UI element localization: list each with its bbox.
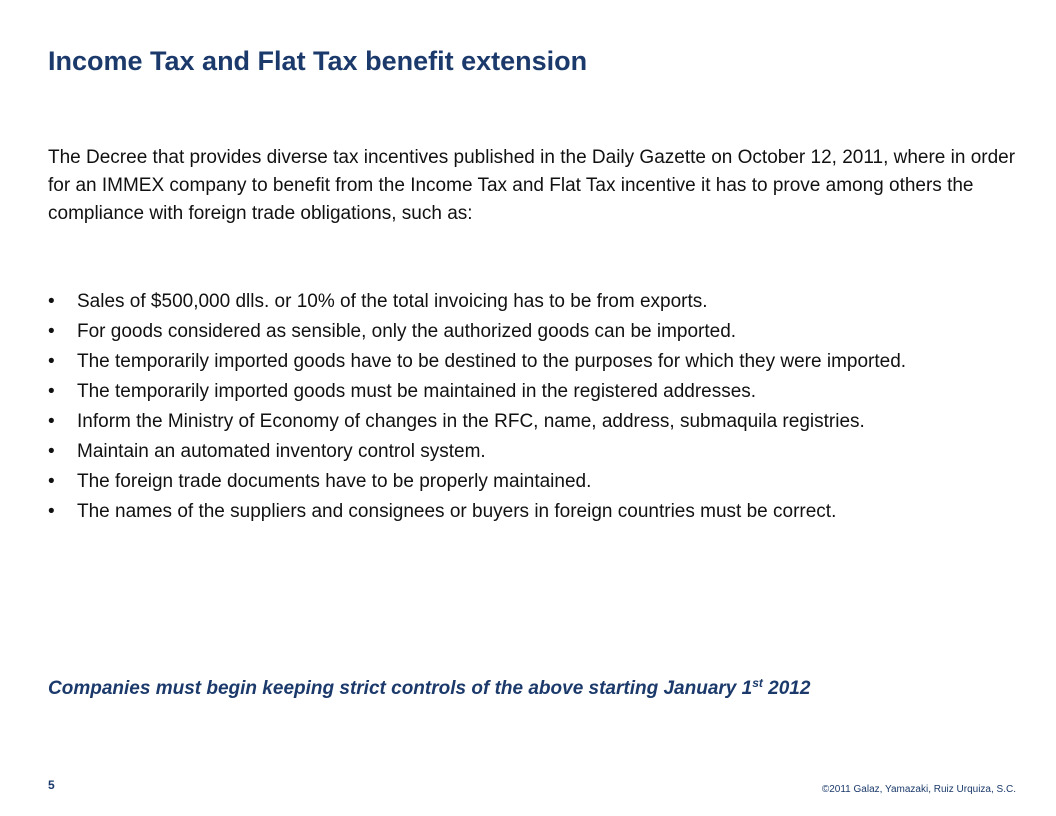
bullet-icon: •	[48, 351, 55, 372]
bullet-icon: •	[48, 501, 55, 522]
bullet-icon: •	[48, 471, 55, 492]
list-item-text: Inform the Ministry of Economy of changes in the RFC, name, address, submaquila registries.	[77, 411, 865, 432]
bullet-icon: •	[48, 291, 55, 312]
list-item	[48, 380, 1023, 404]
list-item	[48, 320, 1023, 344]
highlight-year: 2012	[762, 678, 811, 699]
bullet-icon: •	[48, 441, 55, 462]
page-number: 5	[48, 778, 55, 792]
bullet-icon: •	[48, 411, 55, 432]
list-item	[48, 470, 1023, 494]
list-item	[48, 350, 1023, 374]
bullet-icon: •	[48, 321, 55, 342]
list-item-text: Sales of $500,000 dlls. or 10% of the total invoicing has to be from exports.	[77, 291, 708, 312]
list-item	[48, 290, 1023, 314]
list-item-text: The temporarily imported goods have to be destined to the purposes for which they were imported.	[77, 351, 907, 372]
list-item	[48, 410, 1023, 434]
obligations-list	[48, 290, 1023, 530]
copyright-footer: ©2011 Galaz, Yamazaki, Ruiz Urquiza, S.C.	[821, 784, 1016, 795]
highlight-statement	[48, 678, 810, 700]
intro-paragraph: The Decree that provides diverse tax incentives published in the Daily Gazette on October 12, 2011, where in order for an IMMEX company to benefit from the Income Tax and Flat Tax incentive it has to prove among others the compliance with foreign trade obligations, such as:	[48, 147, 1016, 224]
slide-title: Income Tax and Flat Tax benefit extension	[48, 46, 588, 76]
list-item-text: Maintain an automated inventory control system.	[77, 441, 486, 462]
list-item-text: For goods considered as sensible, only the authorized goods can be imported.	[77, 321, 737, 342]
list-item-text: The temporarily imported goods must be maintained in the registered addresses.	[77, 381, 757, 402]
list-item	[48, 500, 1023, 524]
bullet-icon: •	[48, 381, 55, 402]
highlight-superscript: st	[752, 676, 763, 690]
highlight-text: Companies must begin keeping strict controls of the above starting January 1	[48, 678, 753, 699]
list-item-text: The foreign trade documents have to be properly maintained.	[77, 471, 592, 492]
list-item-text: The names of the suppliers and consignees or buyers in foreign countries must be correct.	[77, 501, 837, 522]
list-item	[48, 440, 1023, 464]
